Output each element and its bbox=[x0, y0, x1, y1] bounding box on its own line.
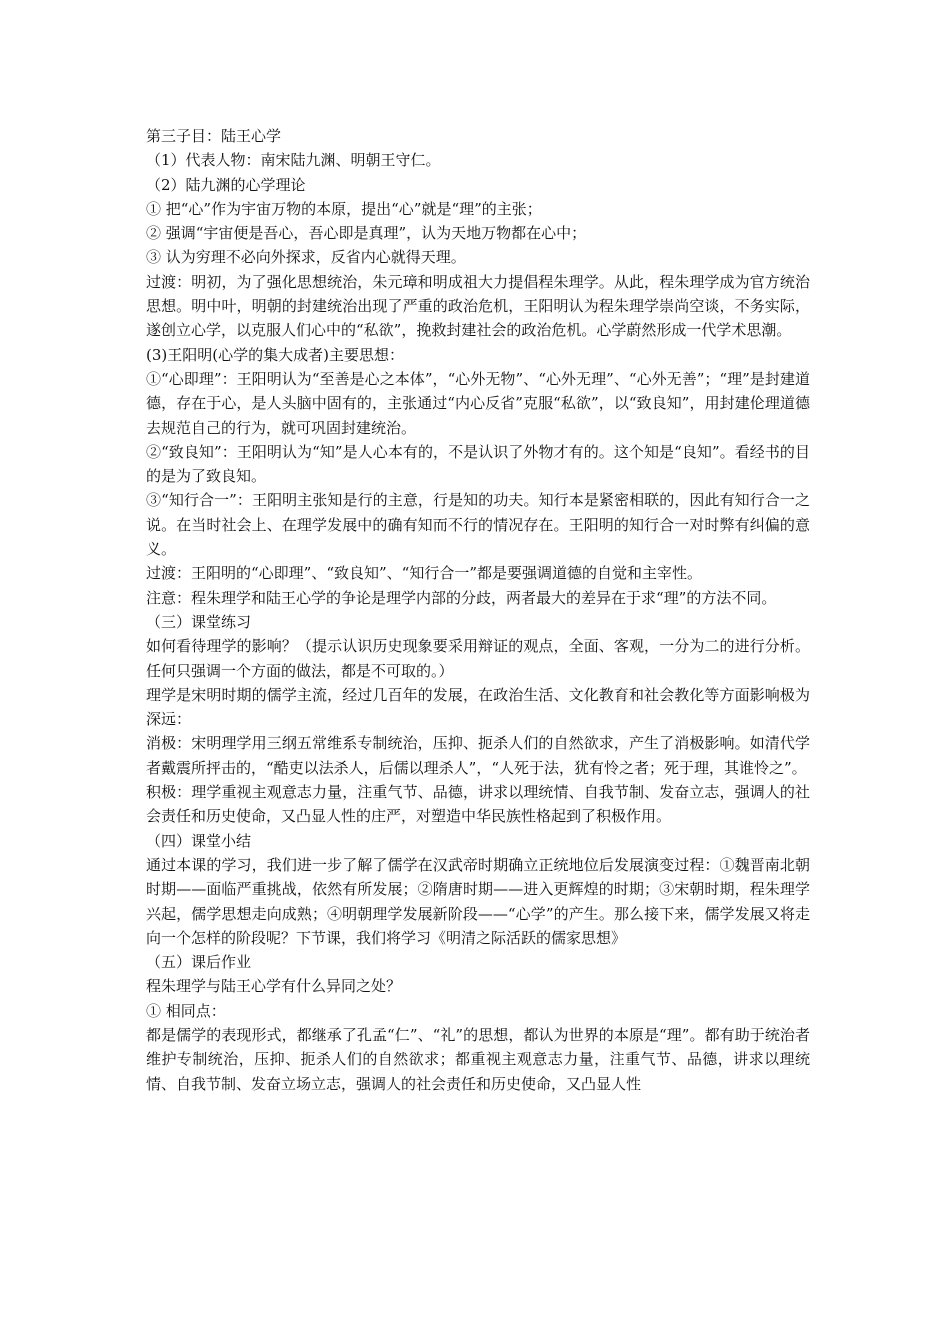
paragraph: 理学是宋明时期的儒学主流，经过几百年的发展，在政治生活、文化教育和社会教化等方面影响极为深远： bbox=[146, 685, 810, 729]
paragraph: (3)王阳明(心学的集大成者)主要思想： bbox=[146, 345, 404, 364]
paragraph: 过渡：王阳明的“心即理”、“致良知”、“知行合一”都是要强调道德的自觉和主宰性。 bbox=[146, 564, 703, 583]
section-heading: 第三子目：陆王心学 bbox=[146, 127, 282, 145]
section-heading: （四）课堂小结 bbox=[146, 831, 252, 850]
paragraph: 如何看待理学的影响？（提示认识历史现象要采用辩证的观点，全面、客观，一分为二的进行分析。任何只强调一个方面的做法，都是不可取的。） bbox=[146, 637, 810, 680]
paragraph: 消极：宋明理学用三纲五常维系专制统治，压抑、扼杀人们的自然欲求，产生了消极影响。如清代学者戴震所抨击的，“酷吏以法杀人，后儒以理杀人”，“人死于法，犹有怜之者；死于理，其谁怜之”。 bbox=[146, 734, 810, 777]
paragraph: ② 强调“宇宙便是吾心，吾心即是真理”，认为天地万物都在心中； bbox=[146, 224, 587, 243]
paragraph: ① 相同点： bbox=[146, 1001, 226, 1020]
section-heading: （五）课后作业 bbox=[146, 953, 252, 972]
paragraph: ③“知行合一”：王阳明主张知是行的主意，行是知的功夫。知行本是紧密相联的，因此有知行合一之说。在当时社会上、在理学发展中的确有知而不行的情况存在。王阳明的知行合一对时弊有纠偏的意义。 bbox=[146, 491, 810, 559]
paragraph: 积极：理学重视主观意志力量，注重气节、品德，讲求以理统情、自我节制、发奋立志，强调人的社会责任和历史使命，又凸显人性的庄严，对塑造中华民族性格起到了积极作用。 bbox=[146, 783, 810, 826]
paragraph: ①“心即理”：王阳明认为“至善是心之本体”，“心外无物”、“心外无理”、“心外无善”；“理”是封建道德，存在于心，是人头脑中固有的，主张通过“内心反省”克服“私欲”，以“致良知”，用封建伦理道德去规范自己的行为，就可巩固封建统治。 bbox=[146, 369, 810, 437]
paragraph: 注意：程朱理学和陆王心学的争论是理学内部的分歧，两者最大的差异在于求“理”的方法不同。 bbox=[146, 588, 777, 607]
paragraph: ②“致良知”：王阳明认为“知”是人心本有的，不是认识了外物才有的。这个知是“良知”。看经书的目的是为了致良知。 bbox=[146, 442, 810, 486]
section-heading: （三）课堂练习 bbox=[146, 612, 252, 631]
paragraph: （1）代表人物：南宋陆九渊、明朝王守仁。 bbox=[146, 151, 441, 170]
paragraph: 通过本课的学习，我们进一步了解了儒学在汉武帝时期确立正统地位后发展演变过程：①魏晋南北朝时期——面临严重挑战，依然有所发展；②隋唐时期——进入更辉煌的时期；③宋朝时期，程朱理学兴起，儒学思想走向成熟；④明朝理学发展新阶段——“心学”的产生。那么接下来，儒学发展又将走向一个怎样的阶段呢？下节课，我们将学习《明清之际活跃的儒家思想》 bbox=[146, 855, 810, 947]
paragraph: 过渡：明初，为了强化思想统治，朱元璋和明成祖大力提倡程朱理学。从此，程朱理学成为官方统治思想。明中叶，明朝的封建统治出现了严重的政治危机，王阳明认为程朱理学崇尚空谈，不务实际，遂创立心学，以克服人们心中的“私欲”，挽救封建社会的政治危机。心学蔚然形成一代学术思潮。 bbox=[146, 272, 810, 340]
paragraph: （2）陆九渊的心学理论 bbox=[146, 175, 306, 194]
paragraph: 程朱理学与陆王心学有什么异同之处？ bbox=[146, 977, 402, 996]
paragraph: ① 把“心”作为宇宙万物的本原，提出“心”就是“理”的主张； bbox=[146, 199, 542, 218]
document-body bbox=[146, 124, 810, 1096]
paragraph: 都是儒学的表现形式，都继承了孔孟“仁”、“礼”的思想，都认为世界的本原是“理”。都有助于统治者维护专制统治，压抑、扼杀人们的自然欲求；都重视主观意志力量，注重气节、品德，讲求以理统情、自我节制、发奋立场立志，强调人的社会责任和历史使命，又凸显人性 bbox=[146, 1025, 810, 1093]
paragraph: ③ 认为穷理不必向外探求，反省内心就得天理。 bbox=[146, 248, 466, 267]
